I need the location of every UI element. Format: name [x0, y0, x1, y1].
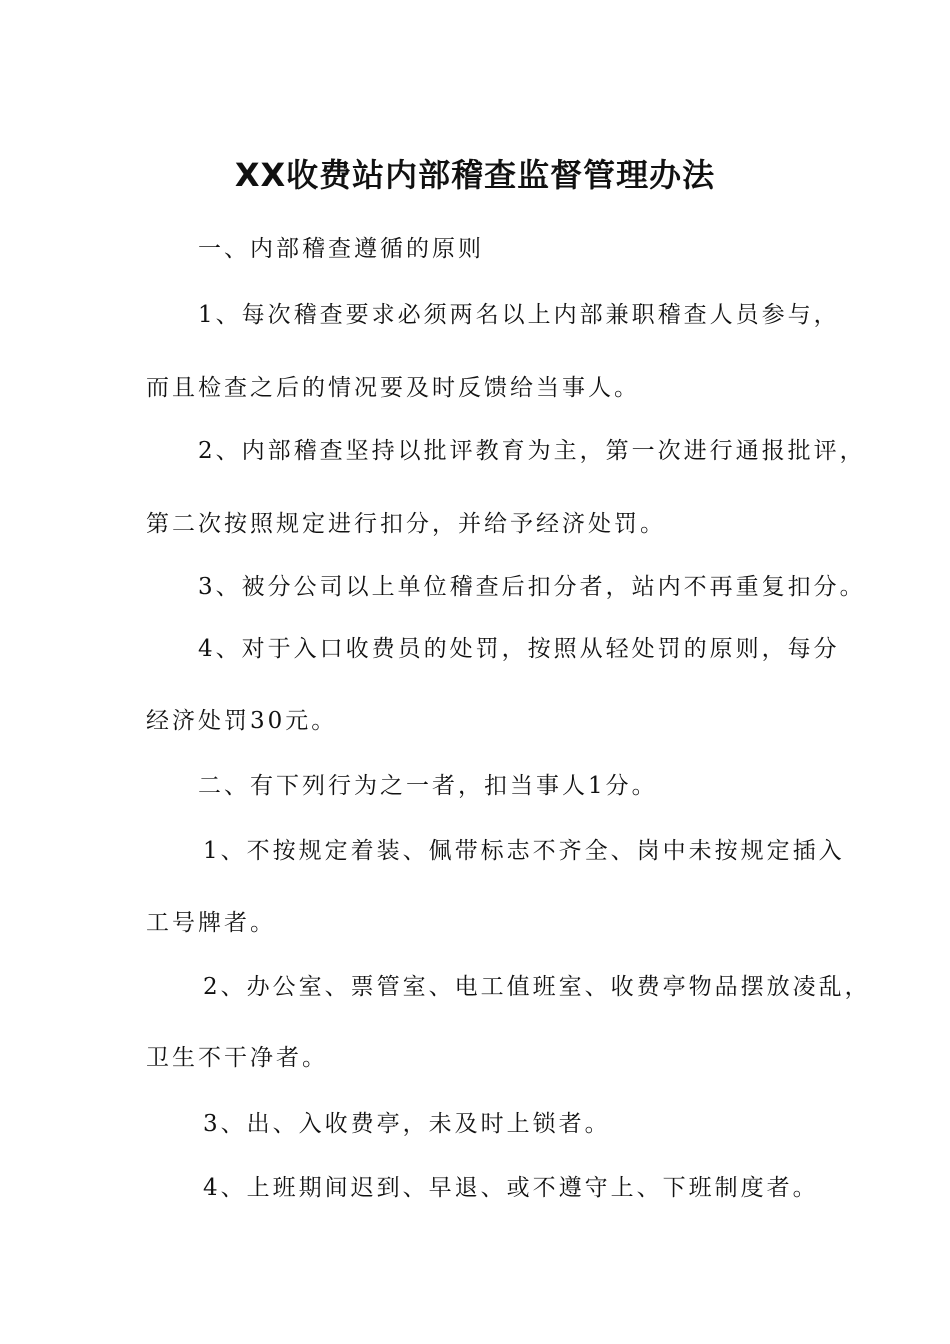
paragraph-line: 1、每次稽查要求必须两名以上内部兼职稽查人员参与，: [198, 302, 840, 328]
paragraph-line: 第二次按照规定进行扣分，并给予经济处罚。: [146, 511, 666, 537]
paragraph-line: 2、内部稽查坚持以批评教育为主，第一次进行通报批评，: [198, 438, 866, 464]
paragraph-line: 而且检查之后的情况要及时反馈给当事人。: [146, 375, 640, 401]
paragraph-line: 工号牌者。: [146, 910, 276, 936]
paragraph-line: 3、出、入收费亭，未及时上锁者。: [203, 1111, 611, 1137]
paragraph-line: 1、不按规定着装、佩带标志不齐全、岗中未按规定插入: [203, 838, 845, 864]
paragraph-line: 3、被分公司以上单位稽查后扣分者，站内不再重复扣分。: [198, 574, 866, 600]
paragraph-line: 经济处罚30元。: [146, 708, 338, 734]
paragraph-line: 4、上班期间迟到、早退、或不遵守上、下班制度者。: [203, 1175, 819, 1201]
paragraph-line: 4、对于入口收费员的处罚，按照从轻处罚的原则，每分: [198, 636, 840, 662]
paragraph-line: 卫生不干净者。: [146, 1045, 328, 1071]
section-heading-violations: 二、有下列行为之一者，扣当事人1分。: [198, 773, 658, 799]
page-title: XX收费站内部稽查监督管理办法: [234, 156, 716, 194]
section-heading-principles: 一、内部稽查遵循的原则: [198, 236, 484, 262]
paragraph-line: 2、办公室、票管室、电工值班室、收费亭物品摆放凌乱，: [203, 974, 871, 1000]
